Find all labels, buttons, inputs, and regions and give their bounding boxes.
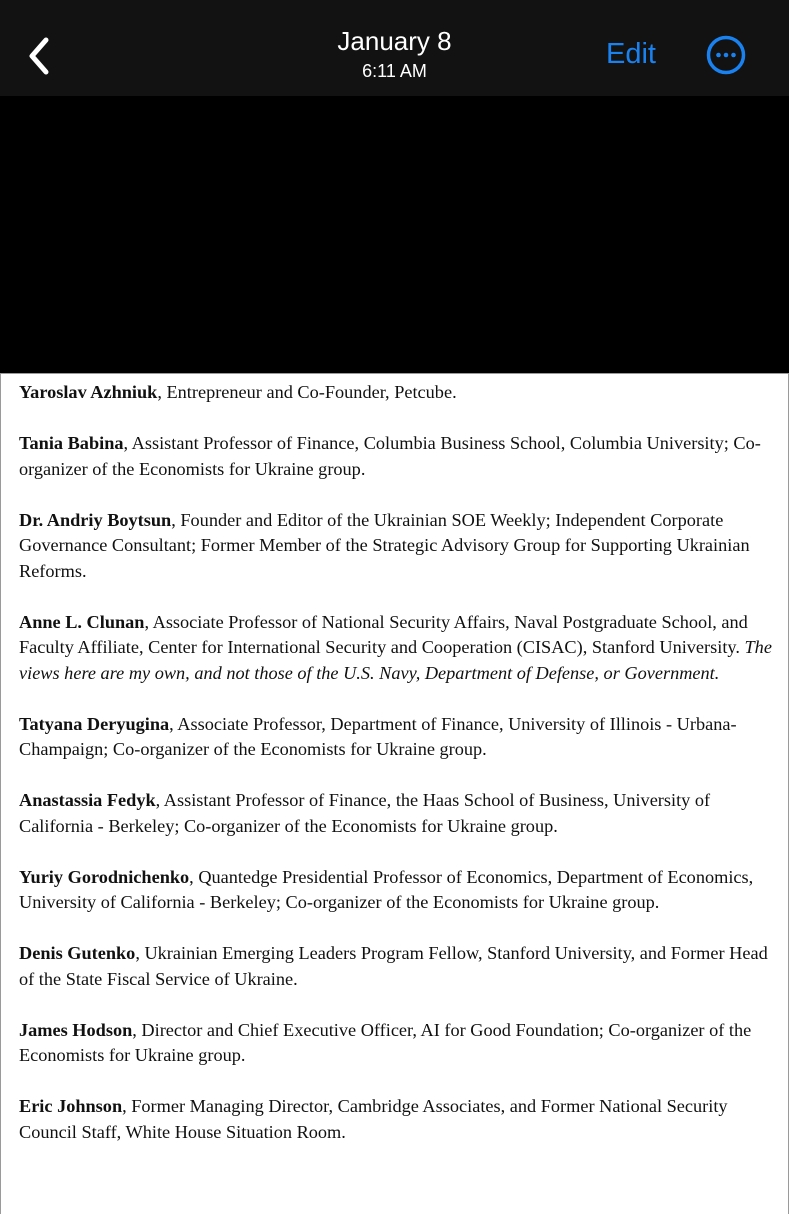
list-item [19,508,774,585]
signatory-affiliation: , Assistant Professor of Finance, Columbia Business School, Columbia University; Co-organizer of the Economists for Ukraine group. [19,433,761,479]
list-item [19,788,774,839]
edit-button[interactable]: Edit [606,38,656,70]
document-image [0,373,789,1214]
signatory-affiliation: , Associate Professor, Department of Finance, University of Illinois - Urbana-Champaign; Co-organizer of the Economists for Ukraine group. [19,713,737,759]
photo-black-area [0,96,789,373]
nav-subtitle-time: 6:11 AM [362,61,427,81]
signatory-name: Tatyana Deryugina [19,713,170,734]
signatory-affiliation: , Director and Chief Executive Officer, AI for Good Foundation; Co-organizer of the Economists for Ukraine group. [19,1019,752,1065]
more-options-button[interactable] [706,35,744,73]
disclaimer-text: The views here are my own, and not those of the U.S. Navy, Department of Defense, or Government. [19,637,772,683]
signatory-name: Eric Johnson [19,1096,123,1116]
signatory-name: James Hodson [19,1019,133,1040]
list-item [19,431,774,482]
signatory-affiliation: , Assistant Professor of Finance, the Haas School of Business, University of California - Berkeley; Co-organizer of the Economists for Ukraine group. [19,790,711,836]
signatory-list [1,374,788,1145]
signatory-name: Tania Babina [19,433,124,453]
list-item [19,380,774,406]
signatory-affiliation: , Associate Professor of National Security Affairs, Naval Postgraduate School, and Faculty Affiliate, Center for International Security and Cooperation (CISAC), Stanford University. [19,611,748,657]
signatory-name: Anastassia Fedyk [19,790,156,810]
list-item [19,712,774,763]
list-item [19,1094,774,1145]
signatory-affiliation: , Ukrainian Emerging Leaders Program Fellow, Stanford University, and Former Head of the State Fiscal Service of Ukraine. [19,943,768,989]
list-item [19,1018,774,1069]
ellipsis-circle-icon [706,35,746,75]
navigation-bar [0,0,789,96]
signatory-name: Denis Gutenko [19,943,136,963]
signatory-name: Anne L. Clunan [19,611,145,632]
list-item [19,865,774,916]
nav-title: January 8 [337,26,452,56]
signatory-name: Dr. Andriy Boytsun [19,509,172,530]
list-item [19,941,774,992]
signatory-affiliation: , Entrepreneur and Co-Founder, Petcube. [157,382,457,402]
signatory-name: Yaroslav Azhniuk [19,382,158,402]
signatory-affiliation: , Quantedge Presidential Professor of Economics, Department of Economics, University of California - Berkeley; Co-organizer of the Economists for Ukraine group. [19,866,754,912]
signatory-name: Yuriy Gorodnichenko [19,866,190,887]
signatory-affiliation: , Founder and Editor of the Ukrainian SOE Weekly; Independent Corporate Governance Consultant; Former Member of the Strategic Advisory Group for Supporting Ukrainian Reforms. [19,509,750,581]
list-item [19,610,774,687]
signatory-affiliation: , Former Managing Director, Cambridge Associates, and Former National Security Council Staff, White House Situation Room. [19,1096,728,1142]
